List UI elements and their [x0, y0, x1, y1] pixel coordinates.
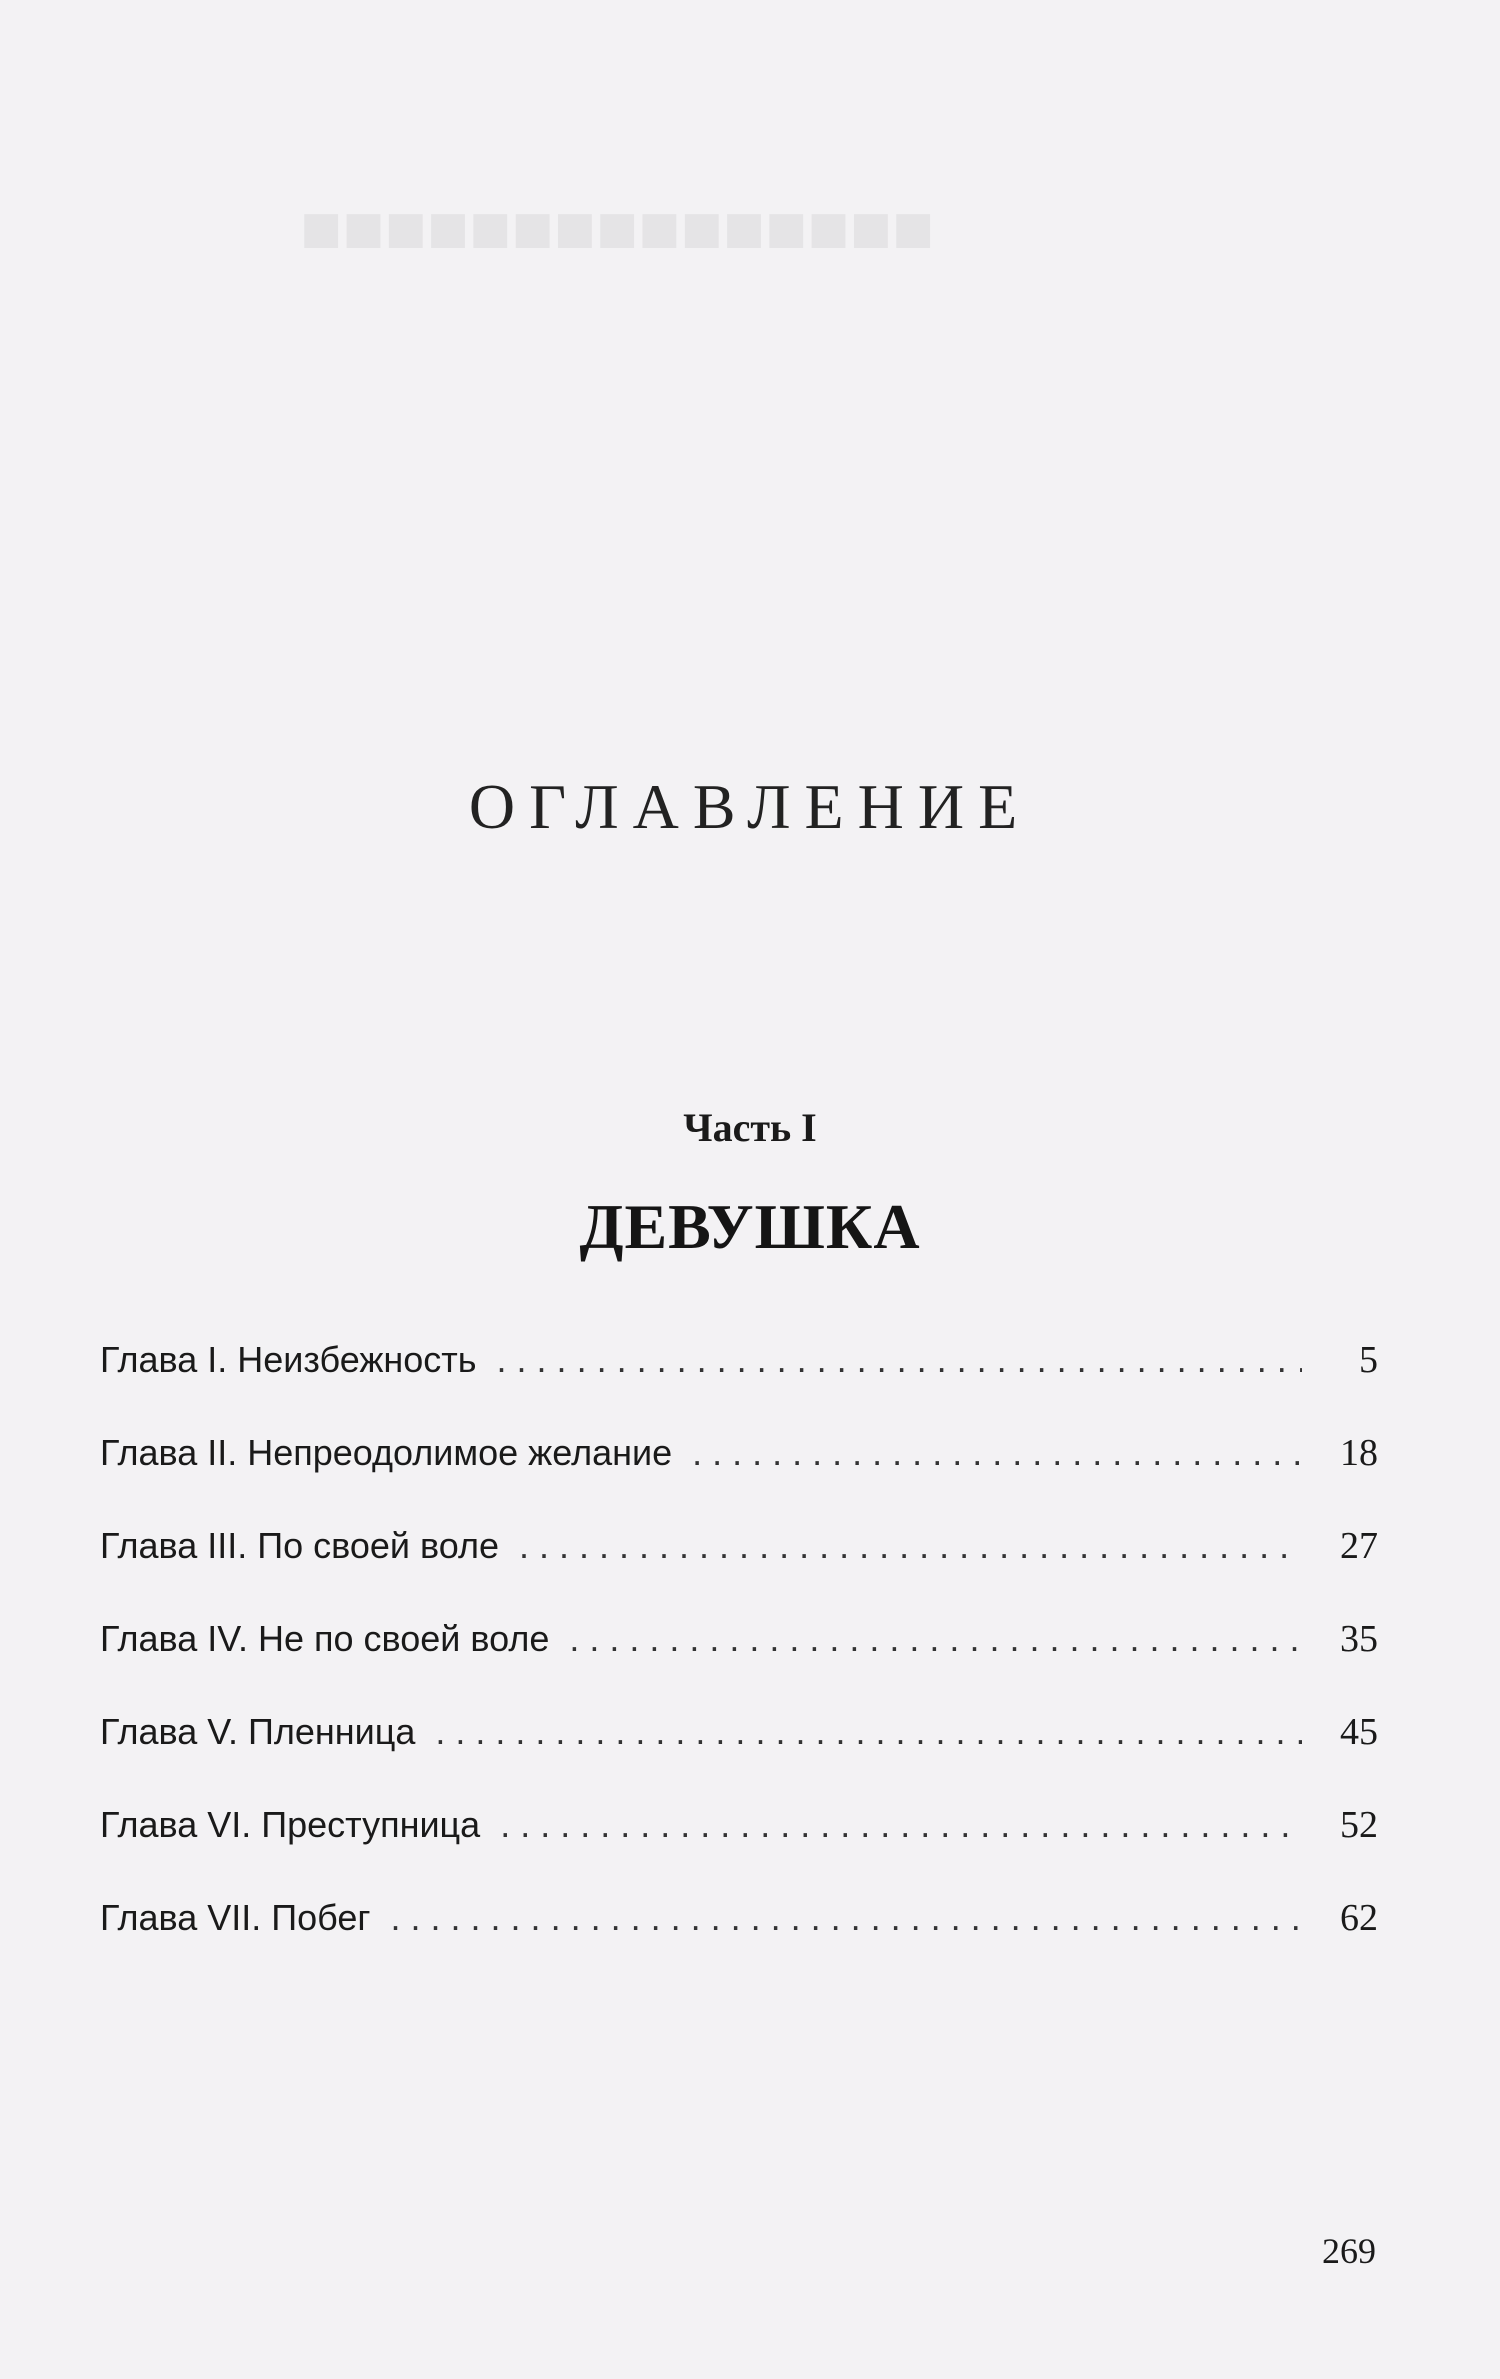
- toc-entry[interactable]: [100, 1803, 1378, 1896]
- chapter-title: Глава I. Неизбежность: [100, 1339, 477, 1380]
- dot-leader: [519, 1525, 1302, 1567]
- show-through-decoration: ■■■■■■■■■■■■■■■: [300, 191, 935, 268]
- toc-entry[interactable]: [100, 1431, 1378, 1524]
- chapter-title: Глава II. Непреодолимое желание: [100, 1432, 673, 1473]
- chapter-page-number: 52: [1340, 1804, 1378, 1846]
- toc-entry[interactable]: [100, 1338, 1378, 1431]
- dot-leader: [500, 1804, 1302, 1846]
- dot-leader: [435, 1711, 1302, 1753]
- chapter-page-number: 18: [1340, 1432, 1378, 1474]
- chapter-list: [100, 1338, 1378, 1989]
- dot-leader: [497, 1339, 1302, 1381]
- page-number: 269: [1322, 2231, 1376, 2271]
- part-label: Часть I: [683, 1105, 817, 1150]
- chapter-title: Глава VII. Побег: [100, 1897, 371, 1938]
- dot-leader: [692, 1432, 1302, 1474]
- chapter-page-number: 27: [1340, 1525, 1378, 1567]
- toc-heading: ОГЛАВЛЕНИЕ: [468, 771, 1032, 842]
- toc-entry[interactable]: [100, 1617, 1378, 1710]
- chapter-page-number: 35: [1340, 1618, 1378, 1660]
- toc-entry[interactable]: [100, 1710, 1378, 1803]
- chapter-title: Глава III. По своей воле: [100, 1525, 500, 1566]
- part-title: ДЕВУШКА: [579, 1191, 921, 1262]
- toc-entry[interactable]: [100, 1896, 1378, 1989]
- chapter-title: Глава IV. Не по своей воле: [100, 1618, 550, 1659]
- dot-leader: [569, 1618, 1302, 1660]
- dot-leader: [391, 1897, 1302, 1939]
- toc-entry[interactable]: [100, 1524, 1378, 1617]
- chapter-title: Глава V. Пленница: [100, 1711, 416, 1752]
- chapter-page-number: 62: [1340, 1897, 1378, 1939]
- chapter-page-number: 5: [1359, 1339, 1378, 1381]
- chapter-title: Глава VI. Преступница: [100, 1804, 481, 1845]
- chapter-page-number: 45: [1340, 1711, 1378, 1753]
